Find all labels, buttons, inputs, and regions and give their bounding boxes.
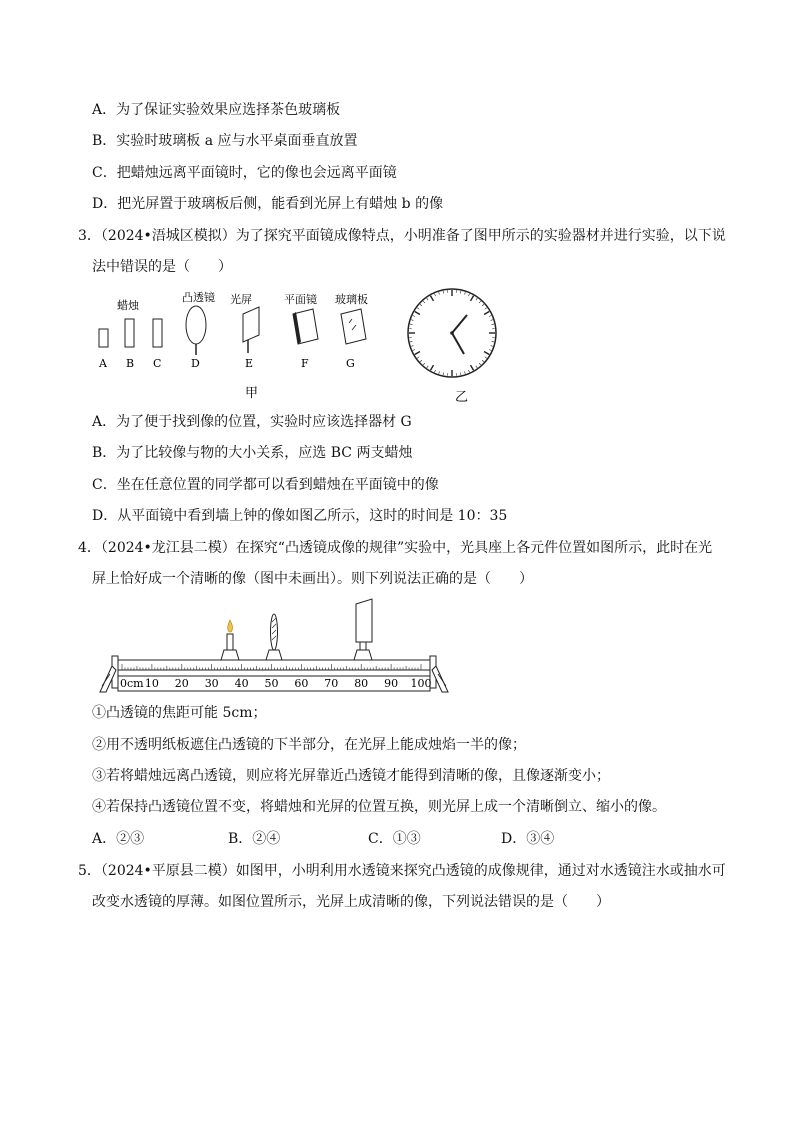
q2-option-c: C．把蜡烛远离平面镜时，它的像也会远离平面镜 [92,165,397,181]
light-screen-icon [243,307,259,353]
candle-icon [221,620,239,660]
q5-stem-line1: 5．（2024•平原县二模）如图甲，小明利用水透镜来探究凸透镜的成像规律，通过对水透镜注水或抽水可 [78,863,726,879]
label-lens: 凸透镜 [182,291,215,304]
letter-d: D [191,357,200,370]
q4-statement-4: ④若保持凸透镜位置不变，将蜡烛和光屏的位置互换，则光屏上成一个清晰倒立、缩小的像。 [92,799,666,815]
scale-label: 60 [294,677,309,690]
q3-option-b: B．为了比较像与物的大小关系，应选 BC 两支蜡烛 [92,445,413,461]
candle-c-icon [153,319,162,347]
q4-choice-b: B．②④ [228,831,281,847]
q3-stem-line1: 3．（2024•浯城区模拟）为了探究平面镜成像特点，小明准备了图甲所示的实验器材并进行实验，以下说 [78,228,726,244]
q2-option-b: B．实验时玻璃板 a 应与水平桌面垂直放置 [92,133,358,149]
q3-stem-line2: 法中错误的是（ ） [92,259,232,275]
q3-option-c: C．坐在任意位置的同学都可以看到蜡烛在平面镜中的像 [92,477,439,493]
letter-c: C [153,357,162,370]
convex-lens-icon [266,614,282,660]
q3-option-a: A．为了便于找到像的位置，实验时应该选择器材 G [92,414,412,430]
letter-e: E [245,357,254,370]
q5-stem-line2: 改变水透镜的厚薄。如图位置所示，光屏上成清晰的像，下列说法错误的是（ ） [92,894,610,910]
scale-label: 30 [204,677,219,690]
scale-label: 80 [354,677,369,690]
candle-a-icon [99,329,108,347]
scale-label: 40 [234,677,249,690]
candle-b-icon [125,319,134,347]
scale-label: 20 [174,677,189,690]
convex-lens-icon [186,306,206,355]
label-screen: 光屏 [230,293,252,306]
scale-label: 10 [144,677,159,690]
clock-icon [408,289,496,377]
light-screen-icon [354,599,372,660]
scale-label: 100 [410,677,432,690]
left-end-post-icon [100,656,118,692]
label-mirror: 平面镜 [284,293,317,306]
optical-bench-figure [98,596,458,696]
scale-label: 0cm [120,677,144,690]
caption-jia: 甲 [245,386,259,401]
label-candle: 蜡烛 [117,299,139,312]
letter-b: B [126,357,135,370]
plane-mirror-icon [293,309,318,344]
scale-label: 90 [384,677,399,690]
q4-choice-c: C．①③ [368,831,421,847]
q2-option-a: A．为了保证实验效果应选择茶色玻璃板 [92,102,341,118]
letter-f: F [301,357,309,370]
letter-g: G [346,357,355,370]
right-end-post-icon [430,656,448,692]
q4-statement-3: ③若将蜡烛远离凸透镜，则应将光屏靠近凸透镜才能得到清晰的像，且像逐渐变小； [92,768,610,784]
letter-a: A [99,357,107,370]
q4-choices [92,829,652,849]
q3-figure [90,285,510,405]
q2-option-d: D．把光屏置于玻璃板后侧，能看到光屏上有蜡烛 b 的像 [92,196,444,212]
q4-choice-d: D．③④ [501,831,555,847]
q4-statement-1: ①凸透镜的焦距可能 5cm； [92,705,267,721]
label-glass: 玻璃板 [335,293,368,306]
glass-plate-icon [341,309,366,344]
q4-choice-a: A．②③ [92,831,145,847]
q4-statement-2: ②用不透明纸板遮住凸透镜的下半部分，在光屏上能成烛焰一半的像； [92,737,526,753]
scale-label: 50 [264,677,279,690]
caption-yi: 乙 [455,390,469,405]
q3-option-d: D．从平面镜中看到墙上钟的像如图乙所示，这时的时间是 10：35 [92,508,508,524]
q4-stem-line2: 屏上恰好成一个清晰的像（图中未画出）。则下列说法正确的是（ ） [92,571,533,587]
q4-stem-line1: 4．（2024•龙江县二模）在探究“凸透镜成像的规律”实验中，光具座上各元件位置如图所示，此时在光 [78,540,713,556]
scale-label: 70 [324,677,339,690]
optical-rail [114,660,434,670]
